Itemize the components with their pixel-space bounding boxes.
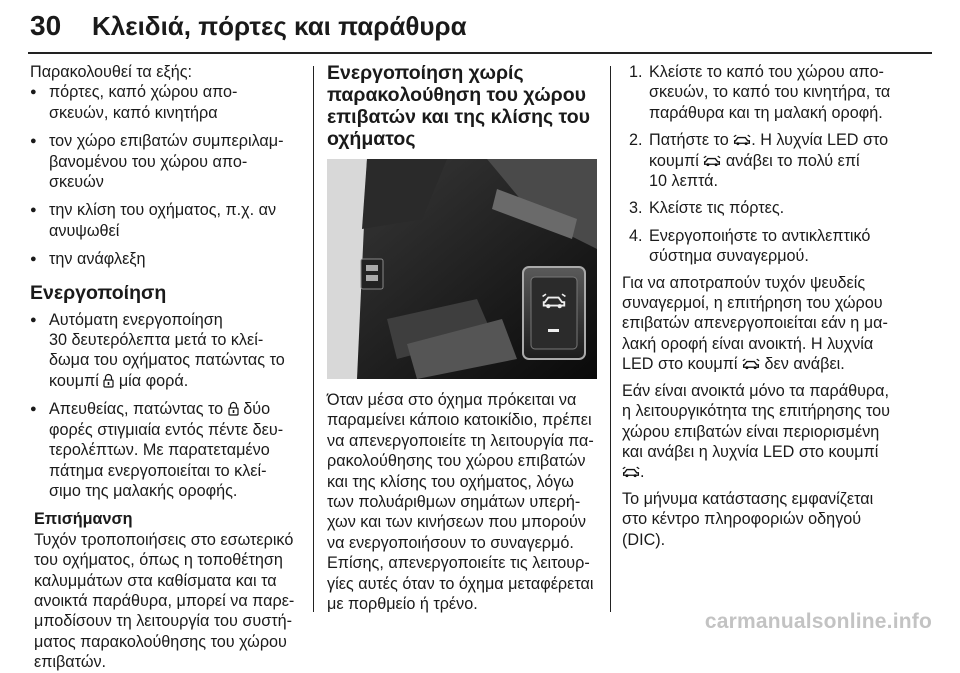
paragraph-false-alarms: Για να αποτραπούν τυχόν ψευδείς συναγερμοί, η επιτήρηση του χώρου επιβατών απενεργοποιείται εάν η μα- λακή οροφή είναι ανοικτή. Η λυχνία LED στο κουμπί δεν ανάβει. — [622, 273, 888, 374]
activation-list — [30, 310, 298, 502]
section-heading-no-monitoring: Ενεργοποίηση χωρίς παρακολούθηση του χώρου επιβατών και της κλίσης του οχήματος — [327, 62, 590, 150]
column-2 — [327, 62, 605, 614]
section-heading-activation: Ενεργοποίηση — [30, 281, 167, 304]
column-3 — [622, 62, 932, 550]
monitor-list — [30, 82, 298, 269]
page-title: Κλειδιά, πόρτες και παράθυρα — [92, 11, 467, 41]
list-item: ● την κλίση του οχήματος, π.χ. αν ανυψωθεί — [30, 200, 298, 241]
paragraph-status-message: Το μήνυμα κατάστασης εμφανίζεται στο κέντρο πληροφοριών οδηγού (DIC). — [622, 489, 874, 549]
car-tilt-icon — [622, 466, 640, 478]
list-item: ● την ανάφλεξη — [30, 249, 298, 269]
list-item: ● πόρτες, καπό χώρου απο- σκευών, καπό κινητήρα — [30, 82, 298, 123]
lock-icon — [228, 401, 239, 416]
column-divider-2 — [610, 66, 611, 612]
car-tilt-icon — [733, 134, 751, 146]
no-monitoring-text: Όταν μέσα στο όχημα πρόκειται να παραμείνει κάποιο κατοικίδιο, πρέπει να απενεργοποιείτε τη λειτουργία πα- ρακολούθησης του χώρου επιβατών και της κλίσης του οχήματος, λόγω των πολυάριθμων σημάτων υπερή- χων και των κινήσεων που μπορούν να ενεργοποιήσουν το συναγερμό. Επίσης, απενεργοποιείτε τις λειτουρ- γίες αυτές όταν το όχημα μεταφέρεται με πορθμείο ή τρένο. — [327, 391, 594, 614]
page-header — [0, 0, 960, 52]
paragraph-windows-open: Εάν είναι ανοικτά μόνο τα παράθυρα, η λειτουργικότητα της επιτήρησης του χώρου επιβατών είναι περιορισμένη και ανάβει η λυχνία LED στο κουμπί . — [622, 381, 891, 482]
list-item: 3. Κλείστε τις πόρτες. — [629, 199, 785, 218]
steps-list — [622, 62, 932, 267]
column-divider-1 — [313, 66, 314, 612]
watermark: carmanualsonline.info — [704, 610, 932, 633]
list-item: ● Αυτόματη ενεργοποίηση 30 δευτερόλεπτα μετά το κλεί- δωμα του οχήματος πατώντας το κουμπί μία φορά. — [30, 310, 298, 392]
note-heading: Επισήμανση — [34, 510, 133, 529]
list-item: 2. Πατήστε το . Η λυχνία LED στο κουμπί ανάβει το πολύ επί 10 λεπτά. — [629, 131, 889, 191]
car-tilt-icon — [703, 155, 721, 167]
column-1 — [30, 62, 298, 673]
lock-icon — [103, 373, 114, 388]
list-item: ● τον χώρο επιβατών συμπεριλαμ- βανομένου του χώρου απο- σκευών — [30, 131, 298, 192]
list-item: 1. Κλείστε το καπό του χώρου απο- σκευών, το καπό του κινητήρα, τα παράθυρα και τη μαλακή οροφή. — [629, 63, 891, 122]
intro-text: Παρακολουθεί τα εξής: — [30, 63, 193, 81]
car-tilt-icon — [742, 358, 760, 370]
list-item: ● Απευθείας, πατώντας το δύο φορές στιγμιαία εντός πέντε δευ- τερολέπτων. Με παρατεταμένο πάτημα ενεργοποιείται το κλεί- σιμο της μαλακής οροφής. — [30, 399, 298, 501]
note-box — [30, 509, 298, 672]
page-number: 30 — [30, 10, 62, 41]
header-rule — [28, 52, 932, 54]
button-photo — [327, 159, 597, 379]
list-item: 4. Ενεργοποιήστε το αντικλεπτικό σύστημα συναγερμού. — [629, 226, 871, 266]
note-text: Τυχόν τροποποιήσεις στο εσωτερικό του οχήματος, όπως η τοποθέτηση καλυμμάτων στα καθίσματα και τα ανοικτά παράθυρα, μπορεί να παρε- μποδίσουν τη λειτουργία του συστή- ματος παρακολούθησης του χώρου επιβατών. — [34, 530, 295, 672]
